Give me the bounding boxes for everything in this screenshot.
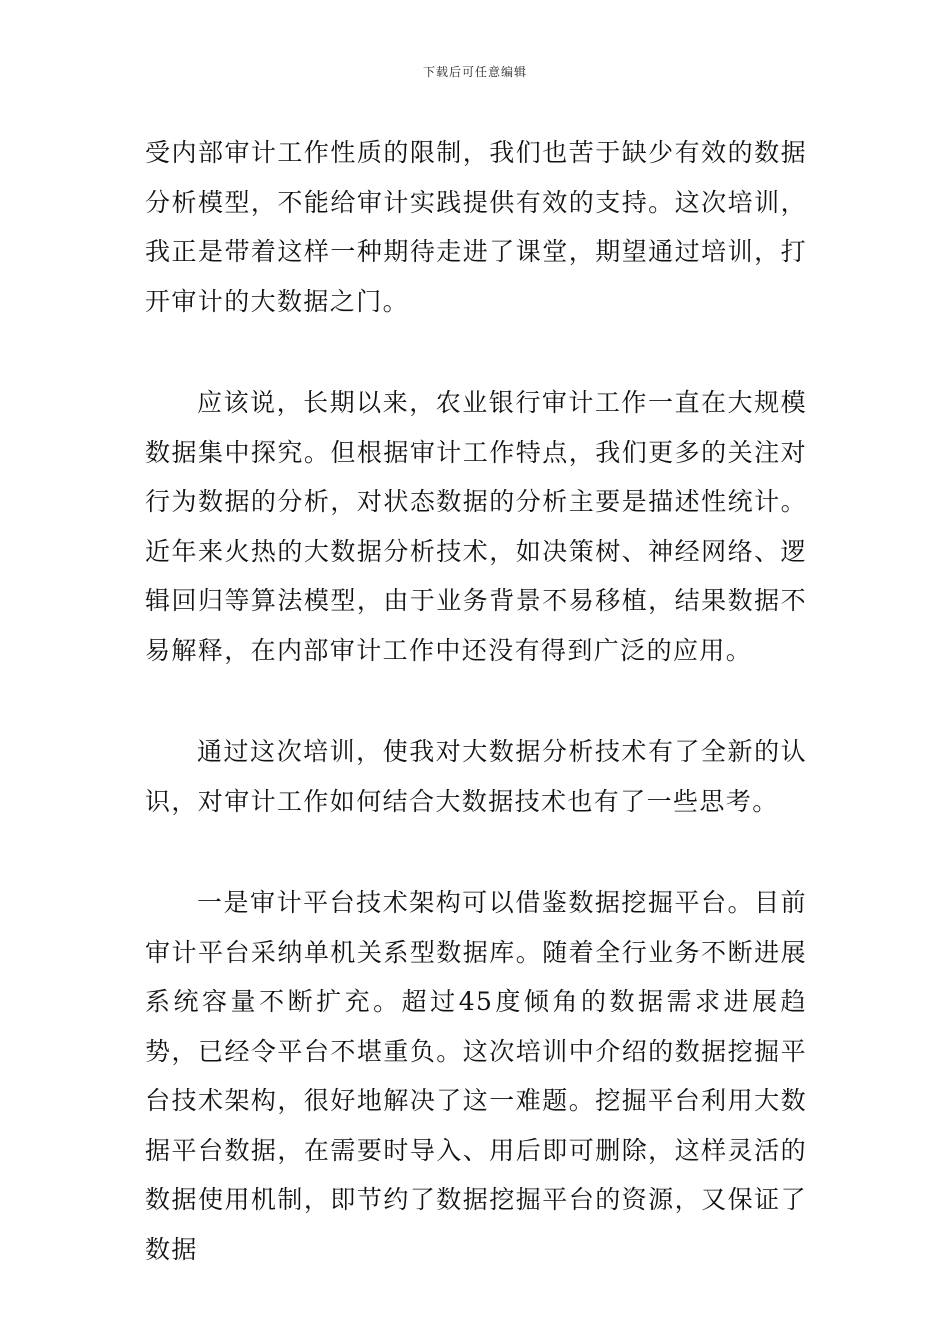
document-body [145, 128, 807, 1274]
paragraph-3: 通过这次培训，使我对大数据分析技术有了全新的认识，对审计工作如何结合大数据技术也有了一些思考。 [145, 737, 807, 816]
page-header: 下载后可任意编辑 [422, 65, 527, 79]
paragraph-2: 应该说，长期以来，农业银行审计工作一直在大规模数据集中探究。但根据审计工作特点，我们更多的关注对行为数据的分析，对状态数据的分析主要是描述性统计。近年来火热的大数据分析技术，如决策树、神经网络、逻辑回归等算法模型，由于业务背景不易移植，结果数据不易解释，在内部审计工作中还没有得到广泛的应用。 [145, 388, 807, 665]
paragraph-1: 受内部审计工作性质的限制，我们也苦于缺少有效的数据分析模型，不能给审计实践提供有效的支持。这次培训，我正是带着这样一种期待走进了课堂，期望通过培训，打开审计的大数据之门。 [145, 138, 807, 316]
paragraph-4: 一是审计平台技术架构可以借鉴数据挖掘平台。目前审计平台采纳单机关系型数据库。随着全行业务不断进展系统容量不断扩充。超过45度倾角的数据需求进展趋势，已经令平台不堪重负。这次培训中介绍的数据挖掘平台技术架构，很好地解决了这一难题。挖掘平台利用大数据平台数据，在需要时导入、用后即可删除，这样灵活的数据使用机制，即节约了数据挖掘平台的资源，又保证了数据 [145, 888, 807, 1264]
